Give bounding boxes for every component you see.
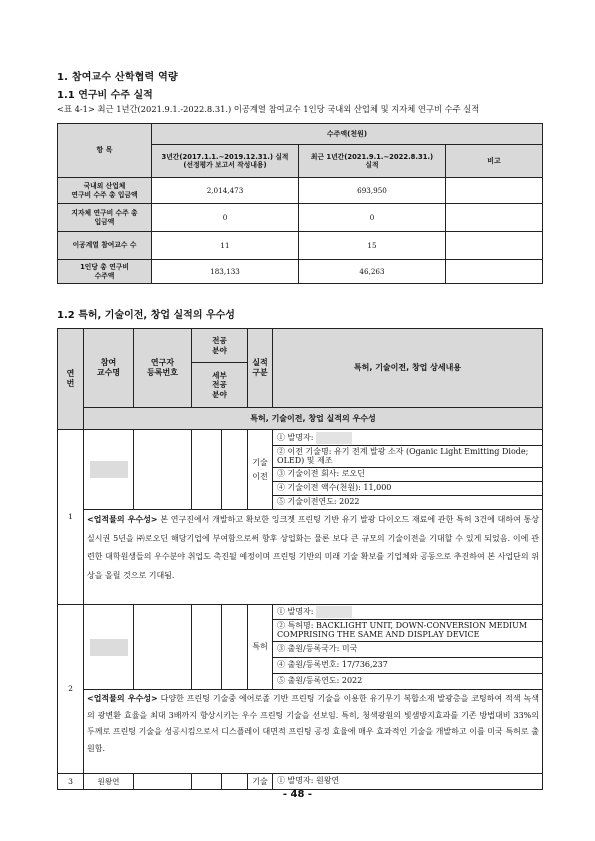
cell-recent: 15 (299, 232, 446, 260)
detail-line: ① 발명자: (273, 605, 543, 620)
redaction-block (90, 639, 128, 656)
registration-number (134, 774, 192, 790)
page-number: - 48 - (282, 789, 313, 800)
header-recent-1yr: 최근 1년간(2021.9.1.~2022.8.31.) 실적 (299, 145, 446, 178)
cell-note (446, 260, 543, 284)
header-subfield: 세부 전공 분야 (192, 363, 248, 408)
detail-line: ③ 기술이전 회사: 로오딘 (273, 468, 543, 482)
patent-table (57, 328, 543, 790)
row-label: 지자체 연구비 수주 총 입금액 (58, 204, 152, 232)
row-label: 이공계열 참여교수 수 (58, 232, 152, 260)
header-detail: 특허, 기술이전, 창업 상세내용 (273, 329, 543, 408)
entry-number: 2 (58, 605, 84, 774)
detail-line: ④ 출원/등록번호: 17/736,237 (273, 658, 543, 674)
header-no: 연 번 (58, 329, 84, 430)
table-row (58, 178, 543, 204)
registration-number (134, 430, 192, 510)
header-excellence: 특허, 기술이전, 창업 실적의 우수성 (84, 408, 543, 430)
header-registration: 연구자 등록번호 (134, 329, 192, 408)
table-row (58, 605, 543, 620)
cell-prev: 0 (152, 204, 299, 232)
registration-number (134, 605, 192, 690)
cell-note (446, 204, 543, 232)
detail-line: ④ 기술이전 액수(천원): 11,000 (273, 482, 543, 496)
detail-line: ② 이전 기술명: 유기 전계 발광 소자 (Oganic Light Emitting Diode; OLED) 및 제조 (273, 446, 543, 468)
subsection-title-patents: 1.2 특허, 기술이전, 창업 실적의 우수성 (57, 310, 235, 321)
cell-note (446, 232, 543, 260)
header-professor: 참여 교수명 (84, 329, 134, 408)
detail-line: ① 발명자: 원왕연 (273, 774, 543, 790)
table-row (58, 260, 543, 284)
header-item: 항 목 (58, 124, 152, 178)
cell-note (446, 178, 543, 204)
subsection-title-funding: 1.1 연구비 수주 실적 (57, 90, 153, 101)
subfield (222, 605, 248, 690)
detail-line: ⑤ 기술이전연도: 2022 (273, 496, 543, 510)
professor-name-redacted (84, 605, 134, 690)
cell-prev: 183,133 (152, 260, 299, 284)
excellence-paragraph: <업적물의 우수성> 본 연구진에서 개발하고 확보한 잉크젯 프린팅 기반 유기 발광 다이오드 재료에 관한 특허 3건에 대하여 통상실시권 5년을 ㈜로오딘 해당기업에 부여함으로써 향후 상업화는 물론 보다 큰 규모의 기술이전을 기대할 수 있게 되었음. 이에 관련한 대학원생들의 우수분야 취업도 촉진될 예정이며 프린팅 기반의 미래 기술 확보를 기업체와 공동으로 추진하여 본 사업단의 위상을 올릴 것으로 기대됨. (84, 510, 543, 605)
redaction-block (316, 606, 352, 618)
professor-name-redacted (84, 430, 134, 510)
cell-recent: 46,263 (299, 260, 446, 284)
cell-prev: 11 (152, 232, 299, 260)
field (192, 774, 222, 790)
field (192, 605, 222, 690)
detail-line: ② 특허명: BACKLIGHT UNIT, DOWN-CONVERSION MEDIUM COMPRISING THE SAME AND DISPLAY DEVICE (273, 620, 543, 642)
header-note: 비고 (446, 145, 543, 178)
detail-line: ③ 출원/등록국가: 미국 (273, 642, 543, 658)
section-title: 1. 참여교수 산학협력 역량 (57, 72, 178, 83)
table-row (58, 232, 543, 260)
field (192, 430, 222, 510)
entry-number: 1 (58, 430, 84, 605)
redaction-block (90, 461, 128, 478)
cell-recent: 0 (299, 204, 446, 232)
row-label: 국내외 산업체 연구비 수주 총 입금액 (58, 178, 152, 204)
excellence-paragraph: <업적물의 우수성> 다양한 프린팅 기술중 에어로졸 기반 프린팅 기술을 이용한 유기무기 복합소재 발광층을 코팅하여 적색 녹색의 광변환 효율을 최대 3배까지 향상시키는 우수 프린팅 기술을 선보임. 특히, 청색광원의 빛샘방지효과를 기존 방법대비 33%의 두께로 프린팅 기술을 성공시킴으로서 디스플레이 대면적 프린팅 공정 효율에 매우 효과적인 기술을 개발하고 이를 미국 특허로 출원함. (84, 690, 543, 774)
record-type: 특허 (248, 605, 273, 690)
table-row (58, 430, 543, 446)
record-type: 기술 (248, 774, 273, 790)
table-caption: <표 4-1> 최근 1년간(2021.9.1.-2022.8.31.) 이공계열 참여교수 1인당 국내외 산업체 및 지자체 연구비 수주 실적 (57, 104, 480, 114)
cell-recent: 693,950 (299, 178, 446, 204)
table-row (58, 204, 543, 232)
subfield (222, 774, 248, 790)
header-field: 전공 분야 (192, 329, 248, 363)
entry-number: 3 (58, 774, 84, 790)
funding-table (57, 123, 543, 284)
table-row (58, 774, 543, 790)
cell-prev: 2,014,473 (152, 178, 299, 204)
subfield (222, 430, 248, 510)
detail-line: ⑤ 출원/등록연도: 2022 (273, 674, 543, 690)
row-label: 1인당 총 연구비 수주액 (58, 260, 152, 284)
header-amount: 수주액(천원) (152, 124, 543, 145)
record-type: 기술 이전 (248, 430, 273, 510)
professor-name: 원왕연 (84, 774, 134, 790)
header-type: 실적 구분 (248, 329, 273, 408)
detail-line: ① 발명자: (273, 430, 543, 446)
header-prev-3yr: 3년간(2017.1.1.~2019.12.31.) 실적 (선정평가 보고서 작성내용) (152, 145, 299, 178)
redaction-block (316, 432, 352, 444)
